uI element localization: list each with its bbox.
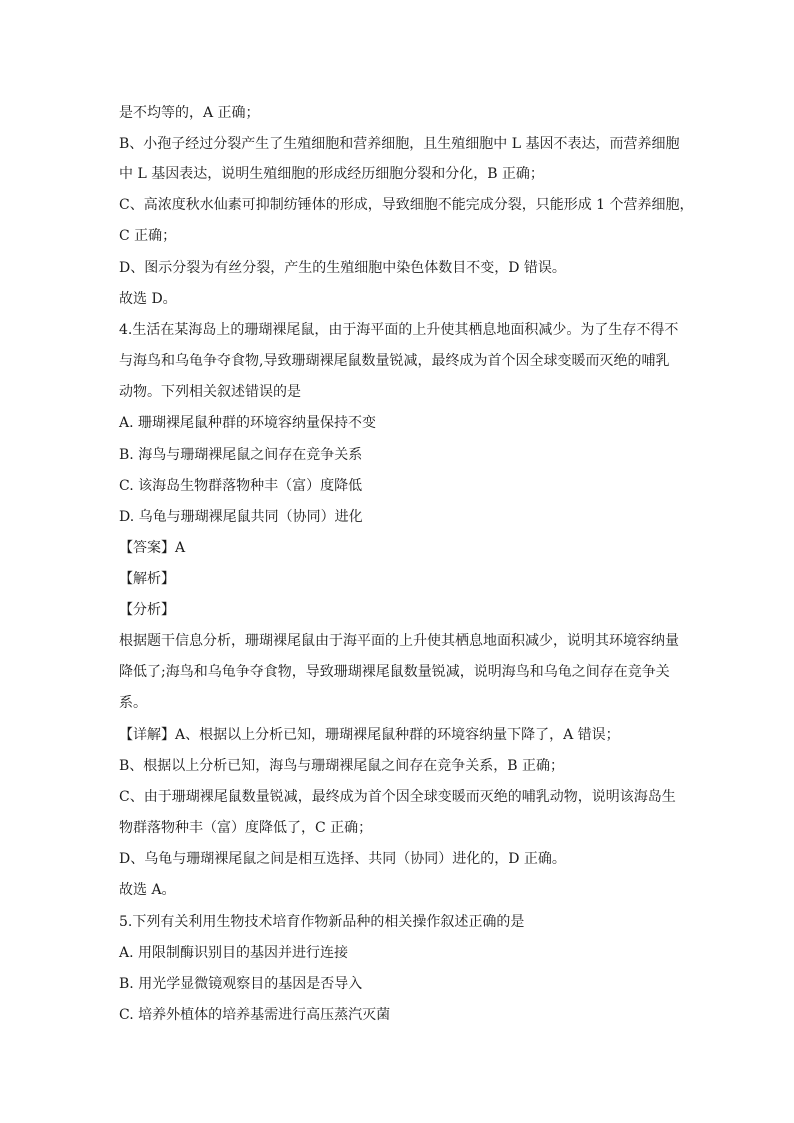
text-line: C 正确； <box>119 228 177 244</box>
text-line: C、高浓度秋水仙素可抑制纺锤体的形成，导致细胞不能完成分裂，只能形成 1 个营养细胞， <box>119 197 694 213</box>
option-d: D. 乌龟与珊瑚裸尾鼠共同（协同）进化 <box>119 509 363 525</box>
question-5-stem: 5.下列有关利用生物技术培育作物新品种的相关操作叙述正确的是 <box>119 914 525 930</box>
option-a: A. 用限制酶识别目的基因并进行连接 <box>119 945 349 961</box>
text-line: C、由于珊瑚裸尾鼠数量锐减，最终成为首个因全球变暖而灭绝的哺乳动物，说明该海岛生 <box>119 789 676 805</box>
text-line: D、图示分裂为有丝分裂，产生的生殖细胞中染色体数目不变，D 错误。 <box>119 260 566 276</box>
option-c: C. 该海岛生物群落物种丰（富）度降低 <box>119 478 363 494</box>
text-line: D、乌龟与珊瑚裸尾鼠之间是相互选择、共同（协同）进化的，D 正确。 <box>119 851 566 867</box>
text-line: 根据题干信息分析，珊瑚裸尾鼠由于海平面的上升使其栖息地面积减少，说明其环境容纳量 <box>119 633 679 649</box>
text-line: B、小孢子经过分裂产生了生殖细胞和营养细胞，且生殖细胞中 L 基因不表达，而营养细胞 <box>119 136 680 152</box>
text-line: 物群落物种丰（富）度降低了，C 正确； <box>119 820 373 836</box>
option-b: B. 海鸟与珊瑚裸尾鼠之间存在竞争关系 <box>119 447 363 463</box>
text-line: 中 L 基因表达，说明生殖细胞的形成经历细胞分裂和分化，B 正确； <box>119 166 544 182</box>
text-line: 故选 D。 <box>119 291 177 307</box>
question-4-stem: 4.生活在某海岛上的珊瑚裸尾鼠，由于海平面的上升使其栖息地面积减少。为了生存不得不 <box>119 322 679 338</box>
text-line: 动物。下列相关叙述错误的是 <box>119 384 301 400</box>
option-c: C. 培养外植体的培养基需进行高压蒸汽灭菌 <box>119 1007 391 1023</box>
text-line: 故选 A。 <box>119 882 176 898</box>
text-line: 是不均等的，A 正确； <box>119 105 260 121</box>
text-line: 降低了;海鸟和乌龟争夺食物，导致珊瑚裸尾鼠数量锐减，说明海鸟和乌龟之间存在竞争关 <box>119 664 670 680</box>
text-line: 与海鸟和乌龟争夺食物,导致珊瑚裸尾鼠数量锐减，最终成为首个因全球变暖而灭绝的哺乳 <box>119 353 670 369</box>
analysis-subheading: 【分析】 <box>119 602 175 618</box>
option-b: B. 用光学显微镜观察目的基因是否导入 <box>119 976 363 992</box>
analysis-heading: 【解析】 <box>119 571 175 587</box>
option-a: A. 珊瑚裸尾鼠种群的环境容纳量保持不变 <box>119 415 377 431</box>
answer-heading: 【答案】A <box>119 540 186 556</box>
text-line: B、根据以上分析已知，海鸟与珊瑚裸尾鼠之间存在竞争关系，B 正确； <box>119 758 565 774</box>
detail-heading: 【详解】A、根据以上分析已知，珊瑚裸尾鼠种群的环境容纳量下降了，A 错误； <box>119 727 620 743</box>
text-line: 系。 <box>119 695 147 711</box>
